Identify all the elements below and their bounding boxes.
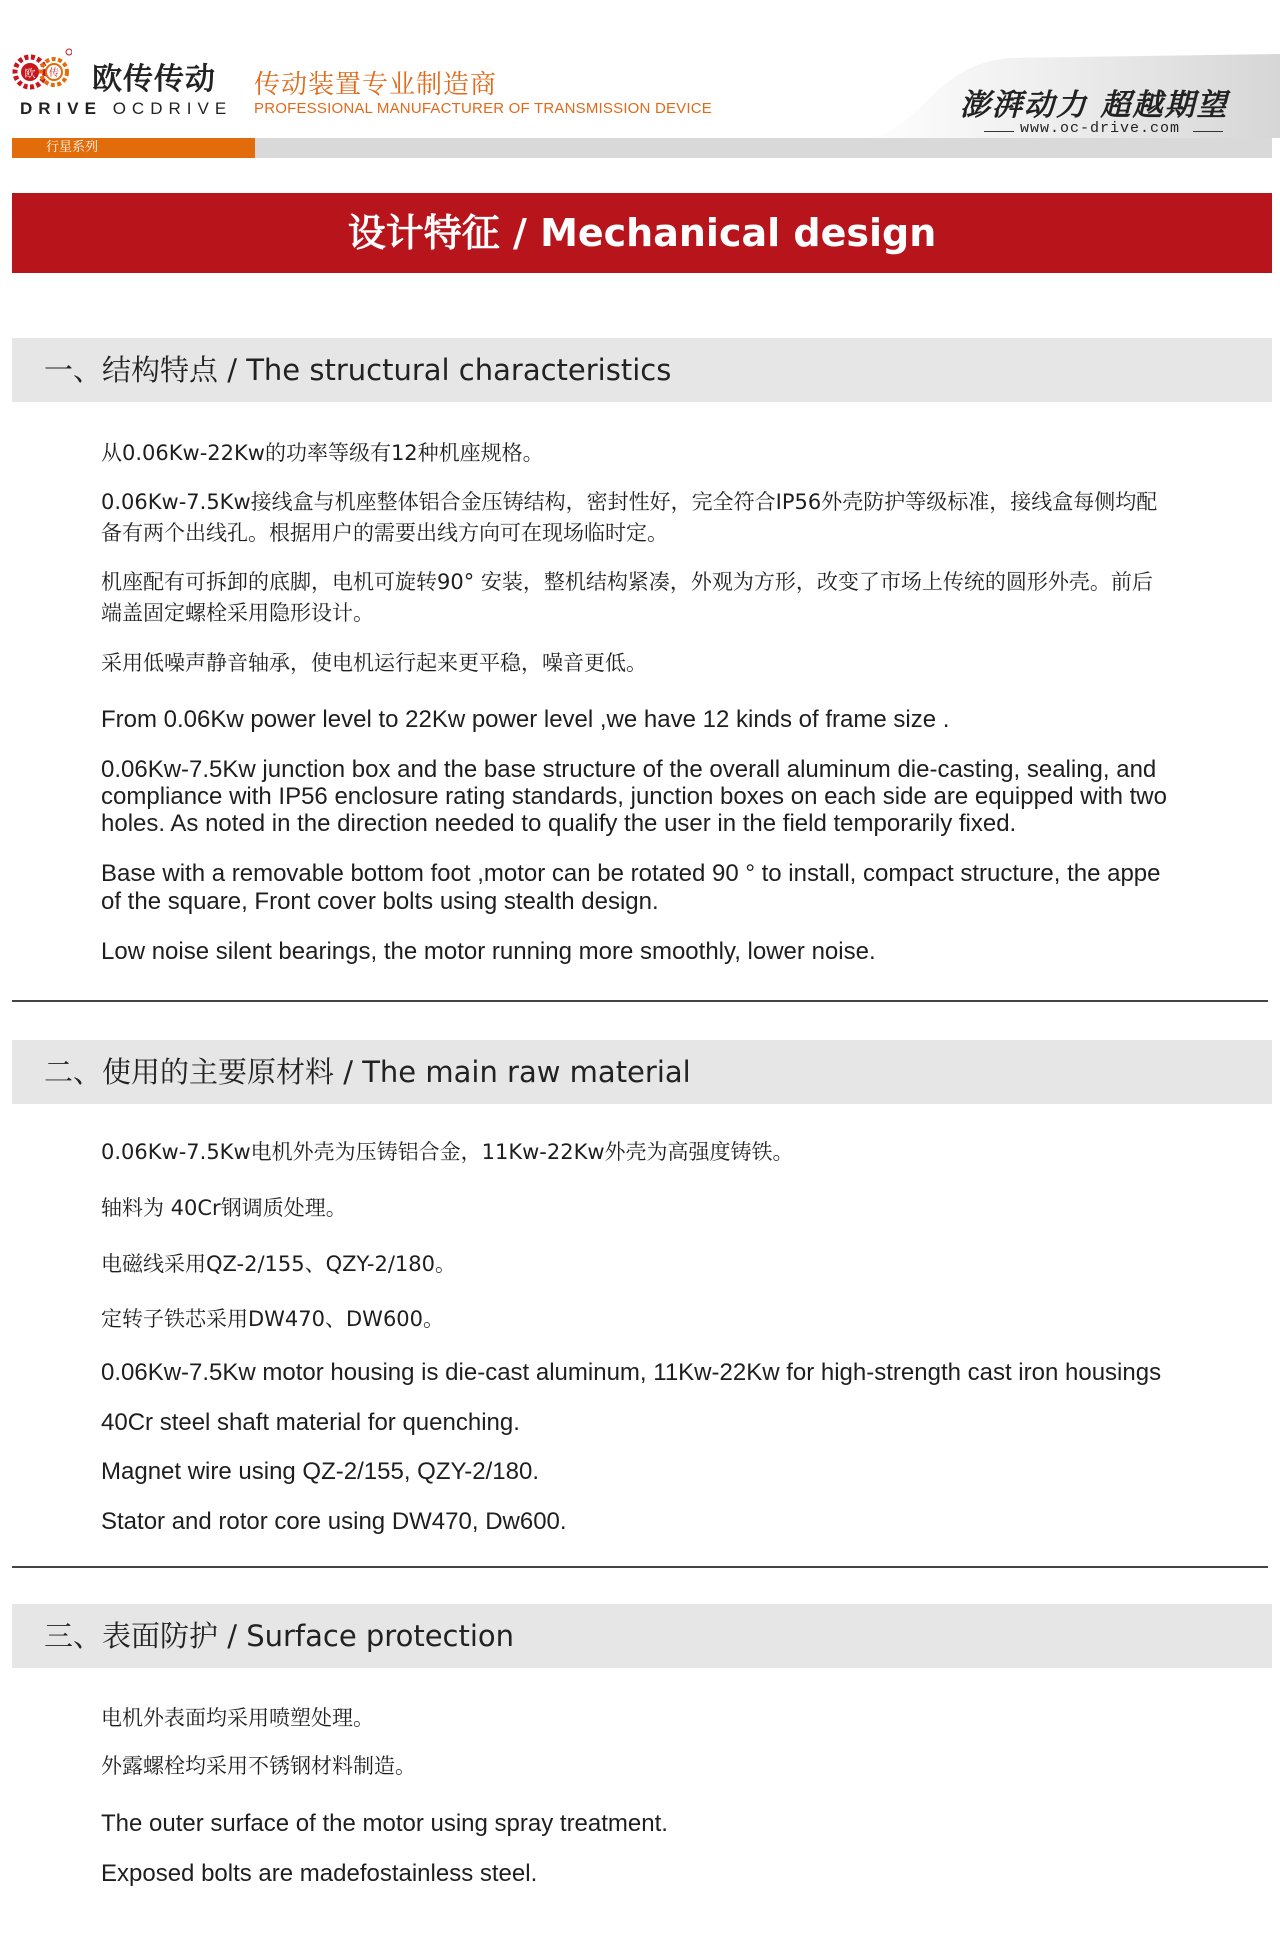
tagline-cn: 传动装置专业制造商 — [254, 70, 498, 100]
slogan-panel — [860, 54, 1280, 138]
section-divider — [12, 1566, 1268, 1568]
section-divider — [12, 1000, 1268, 1002]
paragraph-cn: 电机外表面均采用喷塑处理。 — [101, 1706, 374, 1730]
paragraph-en: The outer surface of the motor using spray treatment. — [101, 1810, 668, 1837]
logo-glyph-1: 欧 — [24, 67, 36, 80]
brand-name-en — [20, 99, 232, 119]
paragraph-cn: 外露螺栓均采用不锈钢材料制造。 — [101, 1754, 416, 1778]
paragraph-en: Magnet wire using QZ-2/155, QZY-2/180. — [101, 1458, 539, 1485]
section-header-structure: 一、结构特点 / The structural characteristics — [12, 338, 1272, 402]
paragraph-cn: 端盖固定螺栓采用隐形设计。 — [101, 601, 374, 625]
logo-glyph-2: 传 — [49, 68, 59, 79]
section-header-materials: 二、使用的主要原材料 / The main raw material — [12, 1040, 1272, 1104]
paragraph-en: compliance with IP56 enclosure rating standards, junction boxes on each side are equipped with two — [101, 783, 1167, 810]
paragraph-cn: 定转子铁芯采用DW470、DW600。 — [101, 1307, 445, 1331]
paragraph-en: Stator and rotor core using DW470, Dw600. — [101, 1508, 567, 1535]
paragraph-cn: 备有两个出线孔。根据用户的需要出线方向可在现场临时定。 — [101, 521, 668, 545]
brand-name-cn: 欧传传动 — [92, 62, 216, 97]
paragraph-en: 0.06Kw-7.5Kw motor housing is die-cast aluminum, 11Kw-22Kw for high-strength cast iron housings — [101, 1359, 1162, 1386]
website-line-left — [984, 131, 1014, 132]
paragraph-en: Base with a removable bottom foot ,motor can be rotated 90 ° to install, compact structure, the appe — [101, 860, 1161, 887]
brand-slogan: 澎湃动力 超越期望 — [960, 88, 1229, 123]
paragraph-cn: 采用低噪声静音轴承，使电机运行起来更平稳，噪音更低。 — [101, 651, 647, 675]
paragraph-en: 0.06Kw-7.5Kw junction box and the base structure of the overall aluminum die-casting, sealing, and — [101, 756, 1157, 783]
paragraph-cn: 0.06Kw-7.5Kw接线盒与机座整体铝合金压铸结构，密封性好，完全符合IP56外壳防护等级标准，接线盒每侧均配 — [101, 490, 1158, 514]
paragraph-en: holes. As noted in the direction needed to qualify the user in the field temporarily fixed. — [101, 810, 1017, 837]
section-header-surface: 三、表面防护 / Surface protection — [12, 1604, 1272, 1668]
paragraph-cn: 轴料为 40Cr钢调质处理。 — [101, 1196, 347, 1220]
paragraph-en: From 0.06Kw power level to 22Kw power level ,we have 12 kinds of frame size . — [101, 706, 950, 733]
paragraph-en: Low noise silent bearings, the motor running more smoothly, lower noise. — [101, 938, 876, 965]
paragraph-cn: 机座配有可拆卸的底脚，电机可旋转90° 安装，整机结构紧凑，外观为方形，改变了市场上传统的圆形外壳。前后 — [101, 570, 1153, 594]
paragraph-cn: 从0.06Kw-22Kw的功率等级有12种机座规格。 — [101, 441, 544, 465]
tagline-en: PROFESSIONAL MANUFACTURER OF TRANSMISSION DEVICE — [254, 100, 712, 117]
page-title: 设计特征 / Mechanical design — [12, 193, 1272, 273]
brand-name-en-bold: DRIVE — [20, 99, 102, 118]
paragraph-en: Exposed bolts are madefostainless steel. — [101, 1860, 538, 1887]
paragraph-en: 40Cr steel shaft material for quenching. — [101, 1409, 520, 1436]
website-line-right — [1193, 131, 1223, 132]
brand-name-en-thin: OCDRIVE — [112, 99, 233, 118]
page-header — [0, 0, 1280, 160]
series-tab[interactable]: 行星系列 — [12, 138, 255, 158]
website-url[interactable]: www.oc-drive.com — [1020, 120, 1181, 137]
paragraph-cn: 0.06Kw-7.5Kw电机外壳为压铸铝合金，11Kw-22Kw外壳为高强度铸铁。 — [101, 1140, 794, 1164]
paragraph-cn: 电磁线采用QZ-2/155、QZY-2/180。 — [101, 1252, 456, 1276]
paragraph-en: of the square, Front cover bolts using stealth design. — [101, 888, 659, 915]
